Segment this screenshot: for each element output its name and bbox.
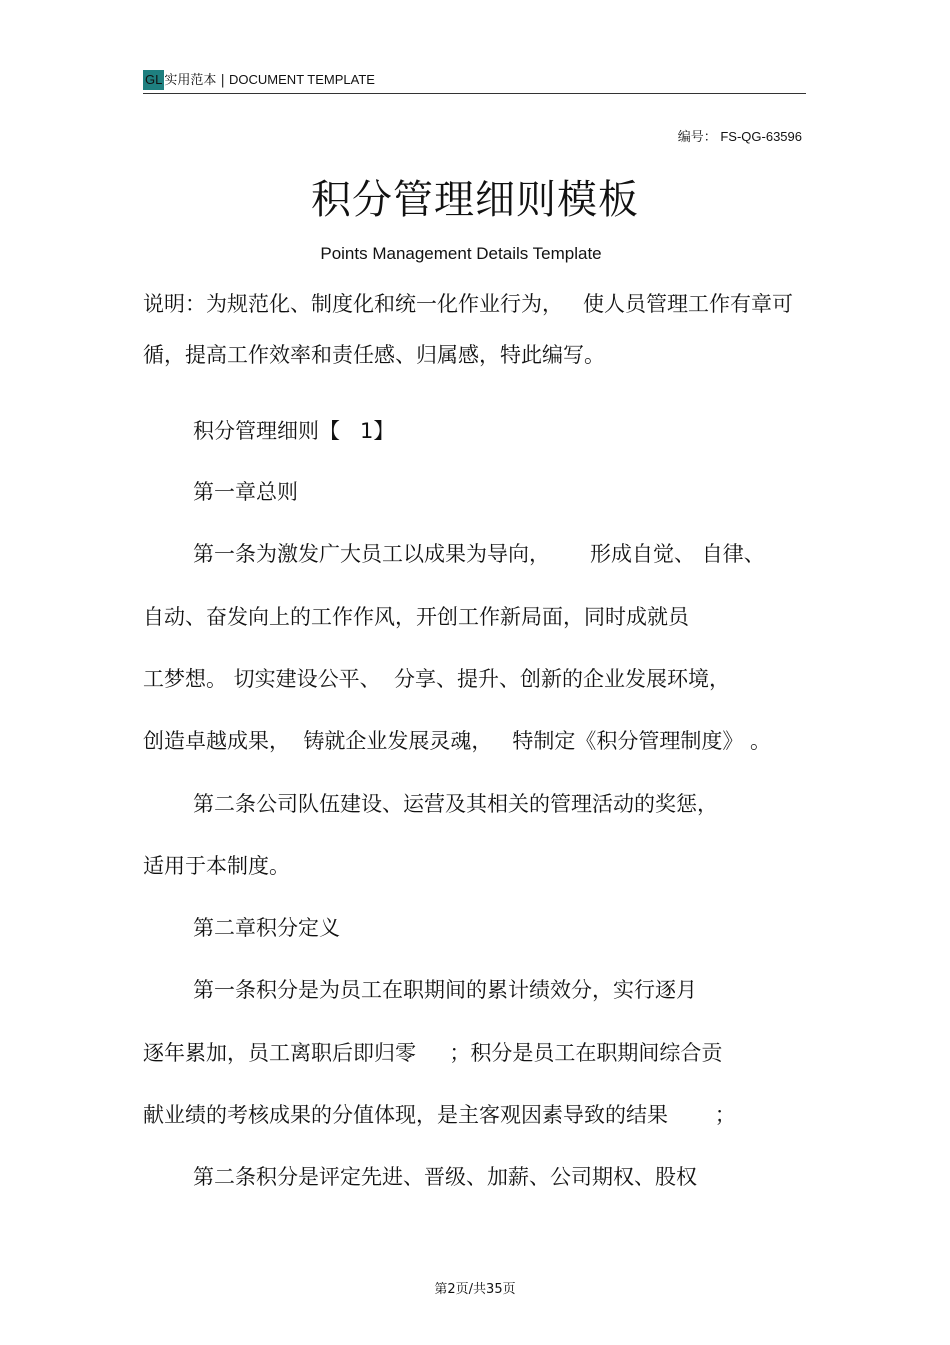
document-number: [678, 126, 802, 145]
paragraph-line: 逐年累加，员工离职后即归零 ；积分是员工在职期间综合贡: [143, 1041, 723, 1065]
paragraph-line: 工梦想。 切实建设公平、 分享、提升、创新的企业发展环境，: [143, 667, 731, 691]
logo: GL: [143, 70, 164, 90]
page-footer: 第2页/共35页: [434, 1282, 516, 1297]
note-line-1: 说明：为规范化、制度化和统一化作业行为， 使人员管理工作有章可: [143, 292, 794, 316]
paragraph-line: 第一条为激发广大员工以成果为导向， 形成自觉、 自律、: [193, 542, 765, 566]
section-heading: 积分管理细则【 1】: [193, 419, 395, 443]
paragraph-line: 第二条积分是评定先进、晋级、加薪、公司期权、股权: [193, 1165, 697, 1189]
paragraph-line: 第二条公司队伍建设、运营及其相关的管理活动的奖惩，: [193, 792, 718, 816]
paragraph-line: 献业绩的考核成果的分值体现，是主客观因素导致的结果 ；: [143, 1103, 736, 1127]
page-subtitle: Points Management Details Template: [320, 244, 602, 263]
paragraph-line: 自动、奋发向上的工作作风，开创工作新局面，同时成就员: [143, 605, 689, 629]
header-label: 实用范本: [164, 73, 217, 88]
page-header: [143, 70, 806, 94]
paragraph-line: 创造卓越成果， 铸就企业发展灵魂， 特制定《积分管理制度》 。: [143, 729, 772, 753]
paragraph-line: 第一条积分是为员工在职期间的累计绩效分，实行逐月: [193, 978, 697, 1002]
chapter-heading-1: 第一章总则: [193, 480, 298, 504]
page-title: 积分管理细则模板: [311, 177, 639, 223]
document-number-value: FS-QG-63596: [720, 129, 802, 144]
document-number-label: 编号：: [677, 129, 717, 144]
note-line-2: 循，提高工作效率和责任感、归属感，特此编写。: [143, 343, 605, 367]
chapter-heading-2: 第二章积分定义: [193, 916, 340, 940]
header-doc-type: DOCUMENT TEMPLATE: [229, 72, 375, 87]
paragraph-line: 适用于本制度。: [143, 854, 290, 878]
header-separator: |: [220, 73, 225, 88]
